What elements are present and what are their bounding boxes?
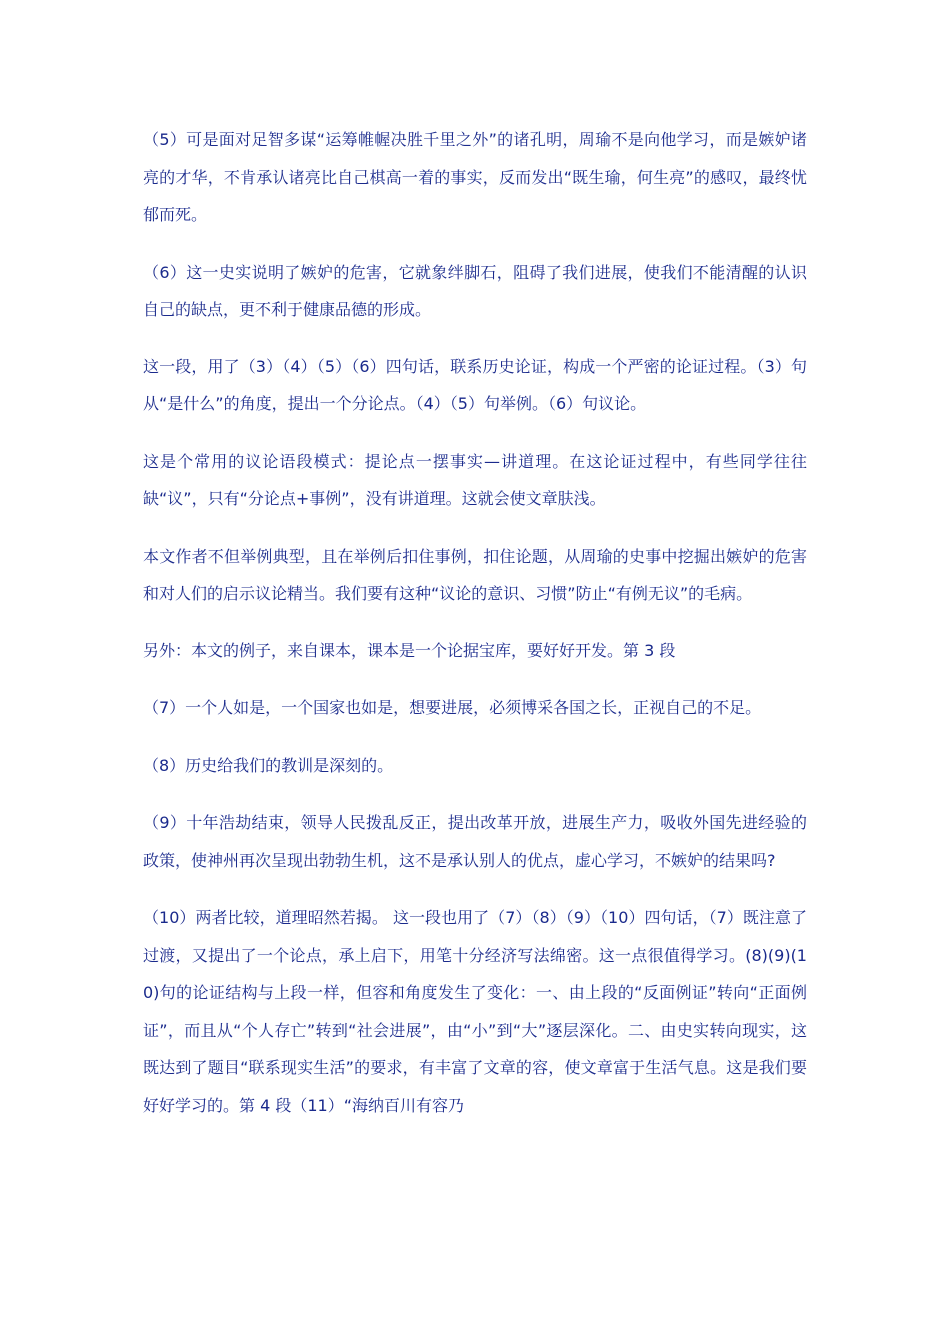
analysis-paragraph-3: 本文作者不但举例典型，且在举例后扣住事例，扣住论题，从周瑜的史事中挖掘出嫉妒的危害和对人们的启示议论精当。我们要有这种“议论的意识、习惯”防止“有例无议”的毛病。 [143, 546, 807, 603]
paragraph-5: （5）可是面对足智多谋“运筹帷幄决胜千里之外”的诸孔明，周瑜不是向他学习，而是嫉妒诸亮的才华，不肯承认诸亮比自己棋高一着的事实，反而发出“既生瑜，何生亮”的感叹，最终忧郁而死。 [143, 130, 807, 224]
analysis-paragraph-2: 这是个常用的议论语段模式：提论点一摆事实—讲道理。在这论证过程中，有些同学往往缺“议”，只有“分论点+事例”，没有讲道理。这就会使文章肤浅。 [143, 451, 807, 508]
paragraph-7: （7）一个人如是，一个国家也如是，想要进展，必须博采各国之长，正视自己的不足。 [143, 698, 762, 717]
paragraph-8: （8）历史给我们的教训是深刻的。 [143, 755, 394, 775]
paragraph-6: （6）这一史实说明了嫉妒的危害，它就象绊脚石，阻碍了我们进展，使我们不能清醒的认识自己的缺点，更不利于健康品德的形成。 [143, 262, 807, 319]
note-paragraph: 另外：本文的例子，来自课本，课本是一个论据宝库，要好好开发。第 3 段 [143, 640, 676, 660]
analysis-paragraph-1: 这一段，用了（3）（4）（5）（6）四句话，联系历史论证，构成一个严密的论证过程。（3）句从“是什么”的角度，提出一个分论点。（4）（5）句举例。（6）句议论。 [143, 356, 807, 413]
document-page [143, 121, 807, 1124]
paragraph-10: （10）两者比较，道理昭然若揭。 这一段也用了（7）（8）（9）（10）四句话，（7）既注意了过渡，又提出了一个论点，承上启下，用笔十分经济写法绵密。这一点很值得学习。(8)(9)(10)句的论证结构与上段一样，但容和角度发生了变化：一、由上段的“反面例证”转向“正面例证”，而且从“个人存亡”转到“社会进展”，由“小”到“大”逐层深化。二、由史实转向现实，这既达到了题目“联系现实生活”的要求，有丰富了文章的容，使文章富于生活气息。这是我们要好好学习的。第 4 段（11）“海纳百川有容乃 [143, 908, 807, 1115]
paragraph-9: （9）十年浩劫结束，领导人民拨乱反正，提出改革开放，进展生产力，吸收外国先进经验的政策，使神州再次呈现出勃勃生机，这不是承认别人的优点，虚心学习，不嫉妒的结果吗? [143, 813, 807, 870]
